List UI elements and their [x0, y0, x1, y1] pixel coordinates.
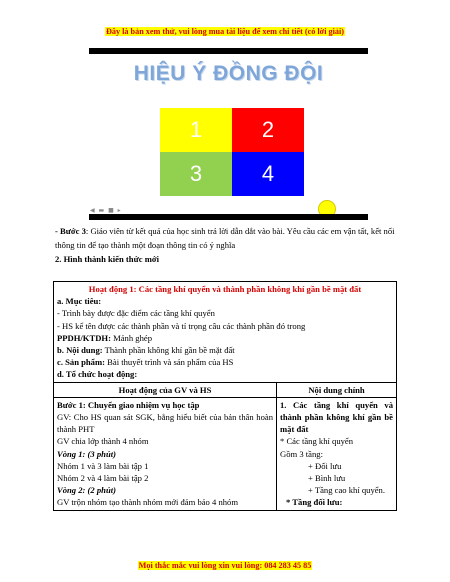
group-task: Nhóm 1 và 3 làm bài tập 1: [57, 460, 149, 471]
column-header-activities: Hoạt động của GV và HS: [54, 382, 277, 397]
teacher-instruction: GV: Cho HS quan sát SGK, bằng hiểu biết của bản thân hoàn thành PHT: [57, 412, 273, 435]
slide-nav-icons[interactable]: ◀ ▬ ■ ▸: [90, 207, 122, 214]
column-header-content: Nội dung chính: [277, 382, 397, 397]
content-subheading: * Tầng đối lưu:: [286, 497, 343, 508]
method-line: PPDH/KTDH: Mảnh ghép: [57, 332, 153, 343]
product-line: c. Sản phẩm: Bài thuyết trình và sản phẩm của HS: [57, 357, 234, 368]
layer-item: + Tầng cao khí quyển.: [308, 485, 385, 496]
activity-heading: Hoạt động 1: Các tầng khí quyển và thành phần không khí gần bề mặt đất: [88, 284, 362, 294]
content-subheading: * Các tầng khí quyển: [280, 436, 354, 447]
activity-info-cell: [54, 282, 397, 383]
activities-cell: [54, 397, 277, 510]
grid-cell-3: 3: [160, 152, 232, 196]
slide-title: HIỆU Ý ĐỒNG ĐỘI: [133, 62, 324, 85]
slide-top-bar: [89, 48, 368, 54]
layer-item: + Đối lưu: [308, 460, 342, 471]
objective-item: - HS kể tên được các thành phần và tỉ trọng câu các thành phần đó trong: [57, 320, 306, 331]
content-heading: 1. Các tầng khí quyển và thành phần không khí gần bề mặt đất: [280, 399, 393, 435]
content-line: Gồm 3 tầng:: [280, 448, 323, 459]
organization-label: d. Tổ chức hoạt động:: [57, 369, 138, 380]
objective-item: - Trình bày được đặc điểm các tầng khí quyển: [57, 308, 215, 319]
grid-cell-2: 2: [232, 108, 304, 152]
color-grid: [160, 108, 304, 196]
group-task: Nhóm 2 và 4 làm bài tập 2: [57, 473, 149, 484]
grid-cell-4: 4: [232, 152, 304, 196]
round-label: Vòng 2: (2 phút): [57, 485, 116, 496]
grid-cell-1: 1: [160, 108, 232, 152]
objective-label: a. Mục tiêu:: [57, 296, 102, 307]
content-line: b. Nội dung: Thành phần không khí gần bề mặt đất: [57, 345, 235, 356]
content-cell: [277, 397, 397, 510]
slide-bottom-bar: [89, 214, 368, 220]
contact-banner-bottom: Mọi thắc mắc vui lòng xin vui lòng: 084 283 45 85: [138, 561, 312, 570]
teacher-instruction: GV trộn nhóm tạo thành nhóm mới đảm bảo 4 nhóm: [57, 497, 239, 508]
round-label: Vòng 1: (3 phút): [57, 448, 116, 459]
activity-table: [53, 281, 397, 511]
step3-paragraph: - Bước 3: Giáo viên từ kết quả của học sinh trả lời dẫn dắt vào bài. Yêu cầu các em vận tất, kết nối thông tin để tạo thành một đoạn thông tin có ý nghĩa: [55, 226, 395, 250]
step1-heading: Bước 1: Chuyển giao nhiệm vụ học tập: [57, 399, 200, 410]
layer-item: + Bình lưu: [308, 473, 346, 484]
section-heading: 2. Hình thành kiến thức mới: [55, 254, 159, 264]
preview-banner-top: Đây là bản xem thử, vui lòng mua tài liệu để xem chi tiết (có lời giải): [105, 27, 344, 36]
teacher-instruction: GV chia lớp thành 4 nhóm: [57, 436, 149, 447]
